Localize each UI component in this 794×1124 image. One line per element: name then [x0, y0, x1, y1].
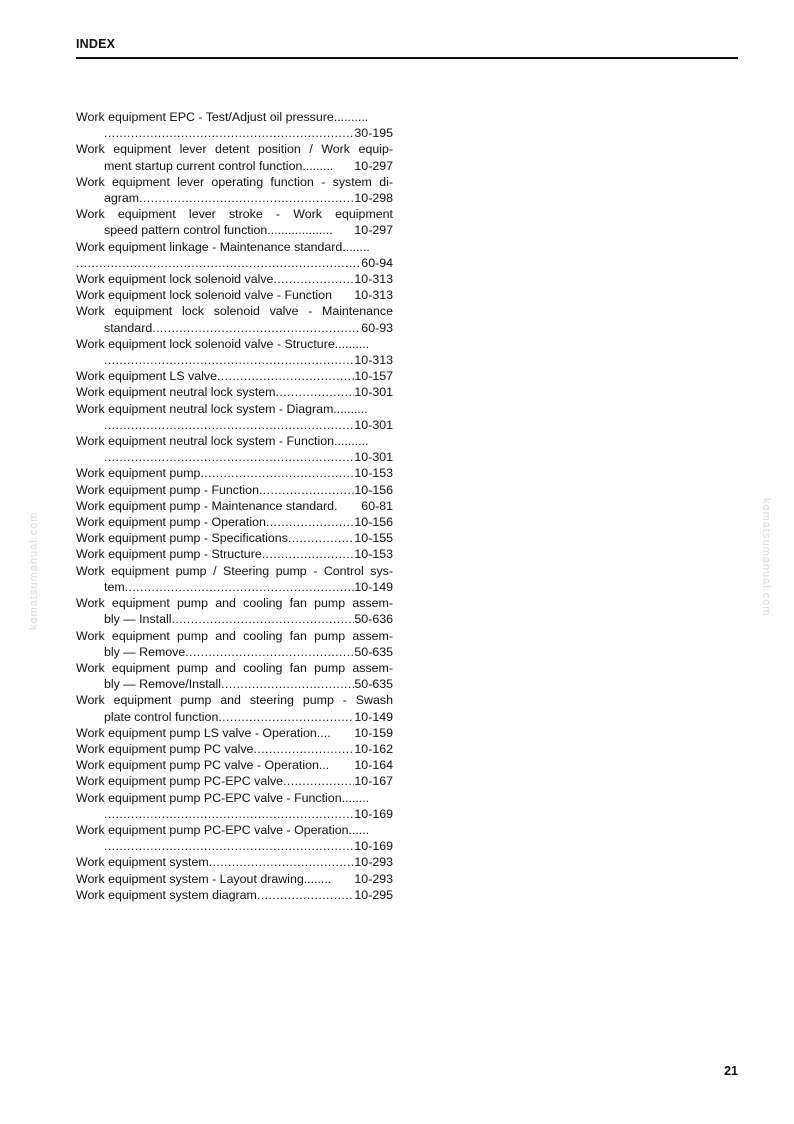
dot-leader: [152, 320, 361, 336]
dot-leader: [104, 352, 354, 368]
index-entry-line: [76, 271, 393, 287]
index-entry-text: Work equipment pump: [76, 466, 201, 481]
index-entry-line: [76, 449, 393, 465]
index-page-ref: 10-301: [354, 417, 393, 432]
index-page-ref: 10-301: [354, 385, 393, 400]
index-entry-text: Work equipment pump - Specifications: [76, 531, 288, 546]
index-entry-text: plate control function: [104, 709, 219, 724]
dot-leader: [283, 773, 354, 789]
dot-leader: [217, 368, 354, 384]
index-entry-line: [76, 239, 393, 255]
index-entry-text: tem: [104, 579, 125, 594]
index-entry-text: Work equipment lock solenoid valve: [76, 272, 274, 287]
index-entry-text: Work equipment pump PC valve: [76, 741, 254, 756]
index-entry-line: [76, 530, 393, 546]
index-entry-text: Work equipment lever operating function - system di-: [76, 174, 393, 189]
index-entry-text: bly — Install: [104, 612, 172, 627]
index-page-ref: 10-301: [354, 450, 393, 465]
index-entry-text: Work equipment pump - Function: [76, 482, 259, 497]
index-page-ref: 10-295: [354, 887, 393, 902]
index-entry-text: Work equipment lever stroke - Work equipment: [76, 207, 393, 222]
index-entry-line: [76, 320, 393, 336]
index-entry-line: [76, 579, 393, 595]
index-page-ref: 10-293: [354, 871, 393, 886]
dot-leader: [209, 854, 355, 870]
index-page-ref: 60-94: [361, 255, 393, 270]
index-entry-text: Work equipment pump - Operation: [76, 515, 266, 530]
index-page-ref: 60-81: [361, 498, 393, 513]
index-entry-text: Work equipment lever detent position / Work equip-: [76, 142, 393, 157]
index-page-ref: 10-313: [354, 288, 393, 303]
dot-leader: [104, 449, 354, 465]
index-entry-text: Work equipment neutral lock system: [76, 385, 276, 400]
index-entry-line: [76, 174, 393, 190]
index-entry-text: Work equipment pump - Maintenance standard.: [76, 498, 338, 513]
index-entry-line: [76, 757, 393, 773]
index-page-ref: 10-162: [354, 741, 393, 756]
index-entry-line: [76, 709, 393, 725]
index-entry-line: [76, 141, 393, 157]
watermark-right: komatsumanual.com: [760, 498, 772, 617]
index-entry-text: Work equipment LS valve: [76, 369, 217, 384]
index-entry-line: [76, 336, 393, 352]
index-entry-line: [76, 498, 393, 514]
index-entry-line: [76, 352, 393, 368]
index-entry-text: Work equipment neutral lock system - Function..........: [76, 434, 369, 449]
index-entry-line: [76, 611, 393, 627]
index-page-ref: 10-313: [354, 353, 393, 368]
index-entry-line: [76, 806, 393, 822]
index-entry-line: [76, 725, 393, 741]
dot-leader: [253, 741, 354, 757]
index-page-ref: 50-635: [354, 644, 393, 659]
index-entry-line: [76, 303, 393, 319]
dot-leader: [171, 611, 354, 627]
index-entry-line: [76, 433, 393, 449]
index-entry-text: Work equipment pump and cooling fan pump assem-: [76, 596, 393, 611]
index-entry-line: [76, 158, 393, 174]
index-entry-line: [76, 644, 393, 660]
index-page-ref: 30-195: [354, 126, 393, 141]
index-entry-line: [76, 628, 393, 644]
index-entry-line: [76, 125, 393, 141]
index-entry-line: [76, 854, 393, 870]
index-page-ref: 10-149: [354, 579, 393, 594]
index-entry-line: [76, 482, 393, 498]
index-page-ref: 10-297: [354, 223, 393, 238]
index-entry-text: Work equipment pump LS valve - Operation....: [76, 725, 331, 740]
index-entry-text: Work equipment EPC - Test/Adjust oil pressure..........: [76, 110, 369, 124]
dot-leader: [221, 676, 354, 692]
index-page-ref: 10-153: [354, 466, 393, 481]
index-entry-line: [76, 222, 393, 238]
index-page-ref: 10-298: [354, 191, 393, 206]
dot-leader: [104, 806, 354, 822]
index-entry-text: Work equipment lock solenoid valve - Structure..........: [76, 336, 370, 351]
index-entry-list: [76, 109, 393, 903]
page-header-title: INDEX: [76, 37, 116, 51]
index-page-ref: 10-153: [354, 547, 393, 562]
dot-leader: [218, 709, 354, 725]
index-entry-text: Work equipment pump PC-EPC valve - Function........: [76, 790, 370, 805]
index-entry-text: bly — Remove/Install: [104, 677, 222, 692]
index-entry-line: [76, 692, 393, 708]
dot-leader: [104, 125, 354, 141]
index-entry-line: [76, 190, 393, 206]
dot-leader: [200, 465, 354, 481]
index-entry-text: standard: [104, 320, 153, 335]
index-entry-line: [76, 514, 393, 530]
index-entry-line: [76, 465, 393, 481]
index-entry-text: Work equipment pump - Structure: [76, 547, 262, 562]
index-entry-line: [76, 384, 393, 400]
index-page-ref: 50-636: [354, 612, 393, 627]
index-entry-text: Work equipment pump PC valve - Operation...: [76, 758, 330, 773]
index-entry-text: bly — Remove: [104, 644, 186, 659]
index-entry-text: Work equipment pump PC-EPC valve - Operation......: [76, 822, 370, 837]
dot-leader: [185, 644, 354, 660]
index-page-ref: 10-156: [354, 515, 393, 530]
index-page-ref: 50-635: [354, 677, 393, 692]
index-entry-text: Work equipment system - Layout drawing........: [76, 871, 332, 886]
index-entry-text: Work equipment pump and steering pump - Swash: [76, 693, 393, 708]
dot-leader: [104, 838, 354, 854]
index-page-ref: 10-167: [354, 774, 393, 789]
index-page-ref: 10-155: [354, 531, 393, 546]
index-page-ref: 10-164: [354, 758, 393, 773]
index-entry-line: [76, 563, 393, 579]
index-entry-line: [76, 368, 393, 384]
header-divider: [76, 57, 738, 59]
index-entry-line: [76, 206, 393, 222]
dot-leader: [257, 887, 355, 903]
index-entry-line: [76, 741, 393, 757]
index-entry-line: [76, 287, 393, 303]
dot-leader: [259, 482, 354, 498]
index-page-ref: 10-156: [354, 482, 393, 497]
index-entry-text: Work equipment system diagram: [76, 887, 257, 902]
index-page-ref: 10-313: [354, 272, 393, 287]
index-entry-line: [76, 546, 393, 562]
index-entry-line: [76, 401, 393, 417]
index-page-ref: 10-169: [354, 839, 393, 854]
index-entry-text: Work equipment lock solenoid valve - Maintenance: [76, 304, 393, 319]
index-entry-line: [76, 660, 393, 676]
index-entry-line: [76, 887, 393, 903]
index-page-ref: 10-297: [354, 158, 393, 173]
index-page-ref: 60-93: [361, 320, 393, 335]
index-entry-text: speed pattern control function...................: [104, 223, 333, 238]
index-entry-line: [76, 790, 393, 806]
index-entry-line: [76, 255, 393, 271]
dot-leader: [76, 255, 361, 271]
dot-leader: [288, 530, 355, 546]
index-entry-line: [76, 676, 393, 692]
index-entry-text: Work equipment pump PC-EPC valve: [76, 774, 284, 789]
index-entry-text: Work equipment pump and cooling fan pump assem-: [76, 628, 393, 643]
index-entry-text: Work equipment linkage - Maintenance standard........: [76, 239, 370, 254]
watermark-left: komatsumanual.com: [28, 511, 40, 630]
index-entry-text: Work equipment system: [76, 855, 209, 870]
index-entry-text: Work equipment pump and cooling fan pump assem-: [76, 660, 393, 675]
index-entry-line: [76, 595, 393, 611]
index-entry-line: [76, 417, 393, 433]
index-entry-line: [76, 838, 393, 854]
index-entry-text: Work equipment neutral lock system - Diagram..........: [76, 401, 368, 416]
dot-leader: [273, 271, 354, 287]
dot-leader: [266, 514, 355, 530]
index-page-ref: 10-157: [354, 369, 393, 384]
page-number: 21: [724, 1064, 738, 1078]
index-page-ref: 10-169: [354, 806, 393, 821]
index-entry-text: agram: [104, 191, 140, 206]
index-entry-line: [76, 109, 393, 125]
index-entry-text: Work equipment lock solenoid valve - Function: [76, 288, 332, 303]
dot-leader: [262, 546, 355, 562]
index-entry-line: [76, 822, 393, 838]
dot-leader: [275, 384, 354, 400]
index-page-ref: 10-159: [354, 725, 393, 740]
index-entry-text: Work equipment pump / Steering pump - Control sys-: [76, 563, 393, 578]
dot-leader: [125, 579, 355, 595]
index-entry-line: [76, 871, 393, 887]
index-entry-text: ment startup current control function.........: [104, 158, 334, 173]
index-entry-line: [76, 773, 393, 789]
dot-leader: [104, 417, 354, 433]
index-page-ref: 10-149: [354, 709, 393, 724]
index-page-ref: 10-293: [354, 855, 393, 870]
dot-leader: [139, 190, 354, 206]
